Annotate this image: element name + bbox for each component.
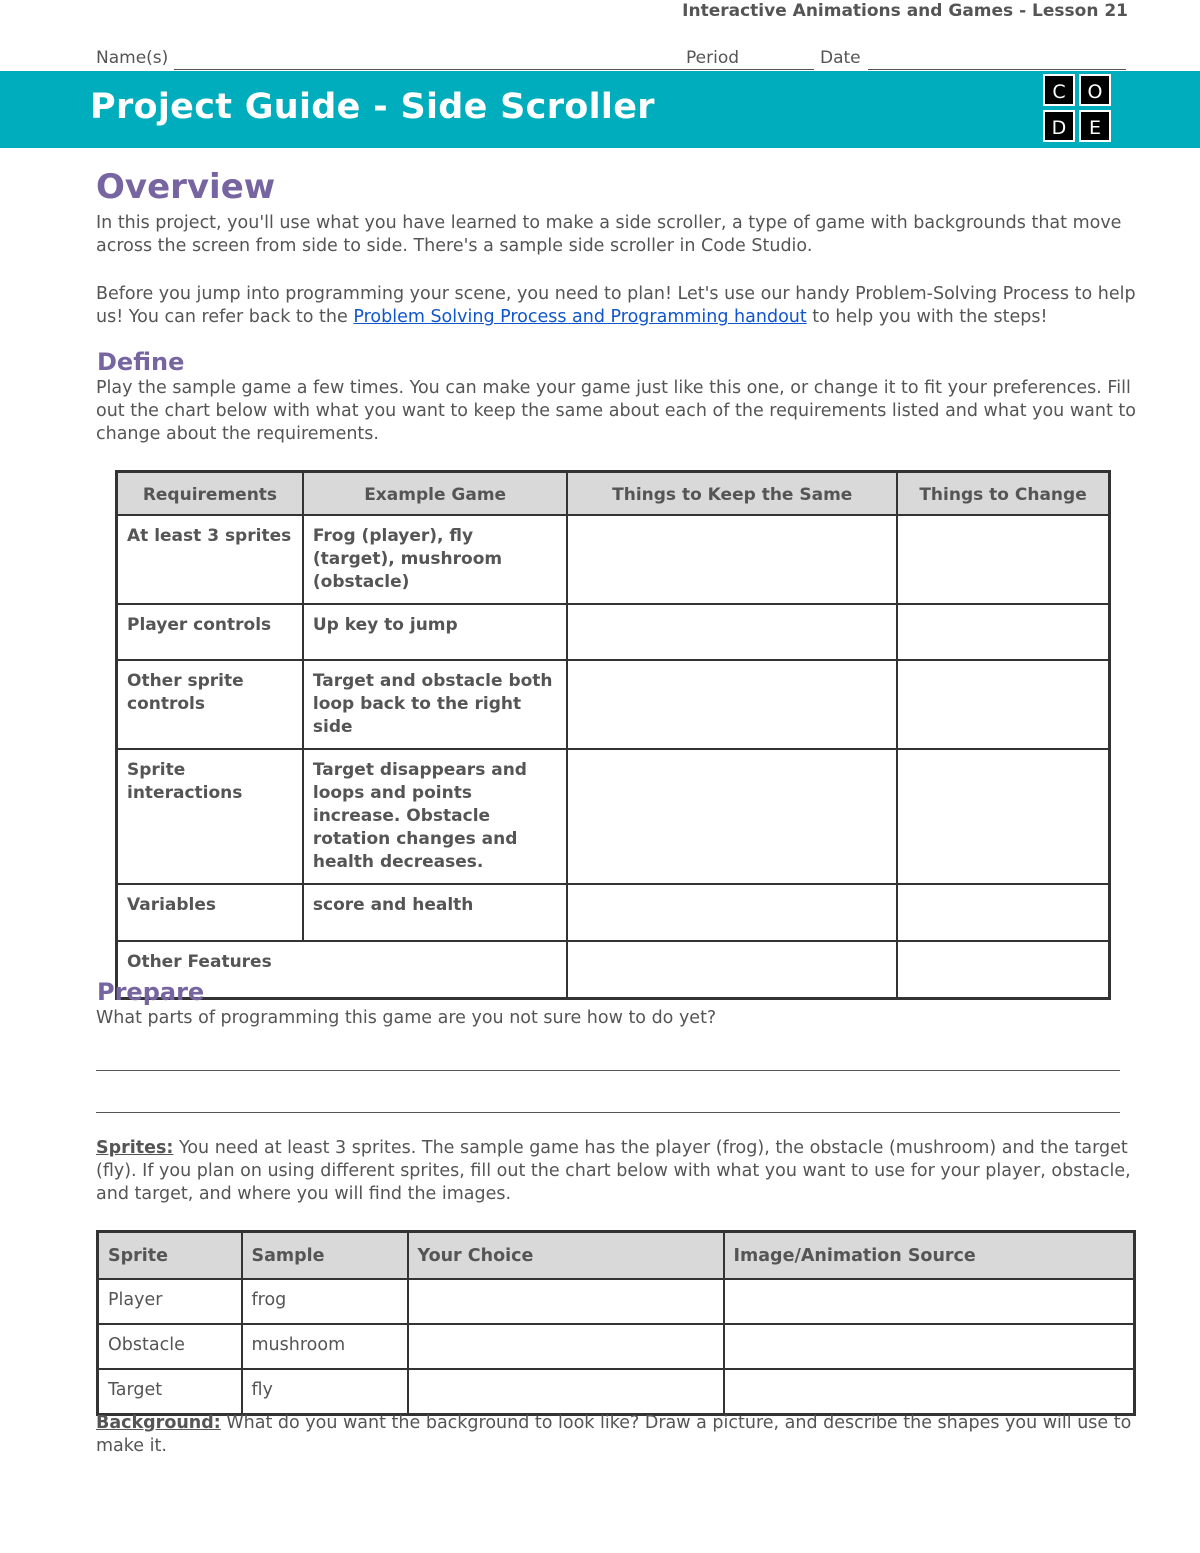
sprite-header-row [98, 1232, 1135, 1280]
period-label: Period [686, 48, 740, 68]
logo-letter-e: E [1079, 110, 1111, 142]
image-source-input[interactable] [724, 1279, 1135, 1324]
table-row [117, 749, 1110, 884]
keep-same-input[interactable] [567, 749, 897, 884]
sample-cell: fly [242, 1369, 408, 1415]
requirement-cell: Sprite interactions [117, 749, 303, 884]
example-cell: Target and obstacle both loop back to the right side [303, 660, 568, 749]
col-example-game: Example Game [303, 472, 568, 516]
code-logo [1043, 74, 1117, 148]
page-title: Project Guide - Side Scroller [90, 87, 655, 127]
background-paragraph [96, 1412, 1136, 1458]
logo-letter-d: D [1043, 110, 1075, 142]
col-sprite: Sprite [98, 1232, 242, 1280]
requirements-header-row [117, 472, 1110, 516]
name-label: Name(s) [96, 48, 169, 68]
change-input[interactable] [897, 749, 1109, 884]
change-input[interactable] [897, 941, 1109, 998]
table-row [117, 660, 1110, 749]
your-choice-input[interactable] [408, 1279, 724, 1324]
example-cell: Target disappears and loops and points increase. Obstacle rotation changes and health decreases. [303, 749, 568, 884]
overview-heading: Overview [96, 167, 276, 207]
change-input[interactable] [897, 515, 1109, 604]
requirement-cell: Player controls [117, 604, 303, 660]
title-banner [0, 71, 1200, 148]
table-row [98, 1279, 1135, 1324]
your-choice-input[interactable] [408, 1369, 724, 1415]
sample-cell: frog [242, 1279, 408, 1324]
keep-same-input[interactable] [567, 941, 897, 998]
col-your-choice: Your Choice [408, 1232, 724, 1280]
answer-line-1[interactable] [96, 1070, 1120, 1071]
name-period-date-row [96, 48, 1126, 72]
sprite-cell: Obstacle [98, 1324, 242, 1369]
name-field[interactable] [174, 69, 778, 70]
keep-same-input[interactable] [567, 660, 897, 749]
define-heading: Define [97, 348, 185, 376]
keep-same-input[interactable] [567, 884, 897, 941]
col-change: Things to Change [897, 472, 1109, 516]
col-image-source: Image/Animation Source [724, 1232, 1135, 1280]
prepare-question: What parts of programming this game are you not sure how to do yet? [96, 1008, 717, 1028]
answer-line-2[interactable] [96, 1112, 1120, 1113]
table-row [117, 604, 1110, 660]
logo-letter-o: O [1079, 74, 1111, 106]
col-sample: Sample [242, 1232, 408, 1280]
col-keep-same: Things to Keep the Same [567, 472, 897, 516]
requirements-table [115, 470, 1111, 1000]
example-cell: Frog (player), fly (target), mushroom (obstacle) [303, 515, 568, 604]
image-source-input[interactable] [724, 1369, 1135, 1415]
example-cell: Up key to jump [303, 604, 568, 660]
define-paragraph: Play the sample game a few times. You can make your game just like this one, or change it to fit your preferences. Fill out the chart below with what you want to keep the same about each of the requirements listed and what you want to change about the requirements. [96, 378, 1136, 444]
overview-paragraph-2 [96, 283, 1136, 329]
overview-p2-end: to help you with the steps! [806, 307, 1048, 327]
requirement-cell: Other sprite controls [117, 660, 303, 749]
image-source-input[interactable] [724, 1324, 1135, 1369]
requirement-cell: At least 3 sprites [117, 515, 303, 604]
table-row [98, 1324, 1135, 1369]
problem-solving-handout-link[interactable]: Problem Solving Process and Programming handout [353, 307, 807, 327]
requirement-cell: Variables [117, 884, 303, 941]
col-requirements: Requirements [117, 472, 303, 516]
period-field[interactable] [748, 69, 814, 70]
overview-paragraph-1: In this project, you'll use what you have learned to make a side scroller, a type of game with backgrounds that move across the screen from side to side. There's a sample side scroller in Code Studio. [96, 213, 1122, 256]
lesson-header: Interactive Animations and Games - Lesson 21 [682, 1, 1128, 21]
change-input[interactable] [897, 884, 1109, 941]
sprites-text: You need at least 3 sprites. The sample game has the player (frog), the obstacle (mushroom) and the target (fly). If you plan on using different sprites, fill out the chart below with what you want to use for your player, obstacle, and target, and where you will find the images. [96, 1138, 1131, 1204]
sprite-table [96, 1230, 1136, 1416]
table-row [98, 1369, 1135, 1415]
your-choice-input[interactable] [408, 1324, 724, 1369]
date-field[interactable] [868, 69, 1126, 70]
keep-same-input[interactable] [567, 604, 897, 660]
background-text: What do you want the background to look like? Draw a picture, and describe the shapes you will use to make it. [96, 1413, 1132, 1456]
table-row [117, 941, 1110, 998]
sprite-cell: Target [98, 1369, 242, 1415]
example-cell: score and health [303, 884, 568, 941]
change-input[interactable] [897, 604, 1109, 660]
overview-p2-text: Before you jump into programming your scene, you need to plan! Let's use our handy Problem-Solving Process to help us! You can refer back to the [96, 284, 1136, 327]
table-row [117, 515, 1110, 604]
requirement-cell: Other Features [117, 941, 568, 998]
background-label: Background: [96, 1413, 221, 1433]
sample-cell: mushroom [242, 1324, 408, 1369]
logo-letter-c: C [1043, 74, 1075, 106]
date-label: Date [820, 48, 861, 68]
table-row [117, 884, 1110, 941]
prepare-heading: Prepare [97, 978, 205, 1006]
keep-same-input[interactable] [567, 515, 897, 604]
sprites-label: Sprites: [96, 1138, 174, 1158]
sprites-paragraph [96, 1137, 1136, 1206]
change-input[interactable] [897, 660, 1109, 749]
sprite-cell: Player [98, 1279, 242, 1324]
